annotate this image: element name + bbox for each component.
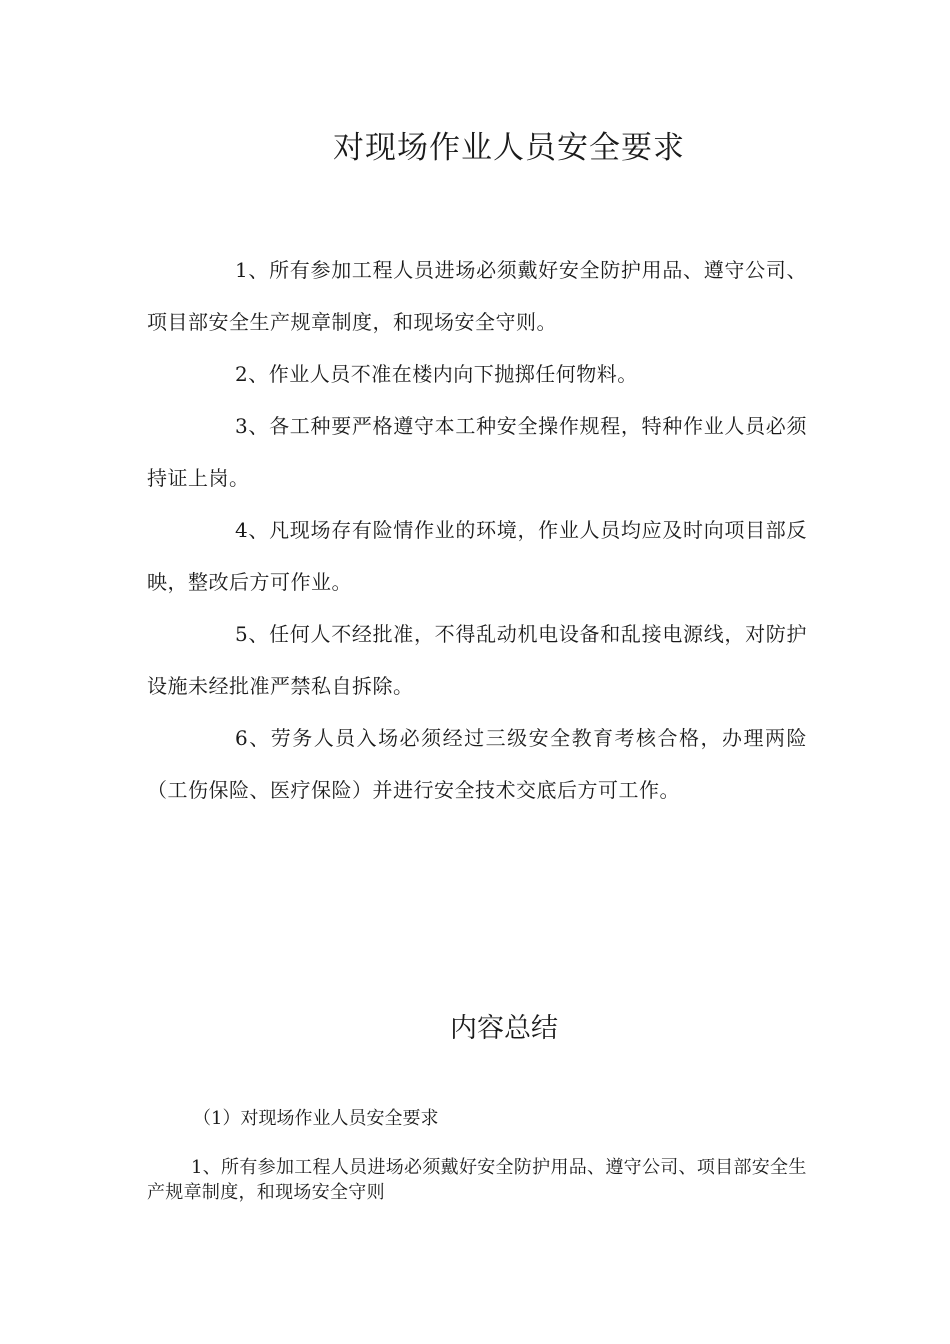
summary-text: 1、所有参加工程人员进场必须戴好安全防护用品、遵守公司、项目部安全生产规章制度，和现场安全守则	[147, 1157, 807, 1203]
requirement-paragraph-4: 4、凡现场存有险情作业的环境，作业人员均应及时向项目部反映，整改后方可作业。	[147, 518, 807, 594]
requirement-paragraph-3: 3、各工种要严格遵守本工种安全操作规程，特种作业人员必须持证上岗。	[147, 414, 807, 490]
summary-subtitle: （1）对现场作业人员安全要求	[193, 1108, 439, 1129]
summary-title: 内容总结	[450, 1013, 558, 1044]
requirement-paragraph-5: 5、任何人不经批准，不得乱动机电设备和乱接电源线，对防护设施未经批准严禁私自拆除。	[147, 622, 807, 698]
requirement-paragraph-1: 1、所有参加工程人员进场必须戴好安全防护用品、遵守公司、项目部安全生产规章制度，和现场安全守则。	[147, 258, 807, 334]
requirements-list	[147, 244, 807, 816]
requirement-paragraph-2: 2、作业人员不准在楼内向下抛掷任何物料。	[235, 362, 638, 386]
requirement-paragraph-6: 6、劳务人员入场必须经过三级安全教育考核合格，办理两险（工伤保险、医疗保险）并进行安全技术交底后方可工作。	[147, 726, 807, 802]
document-title: 对现场作业人员安全要求	[333, 130, 685, 166]
